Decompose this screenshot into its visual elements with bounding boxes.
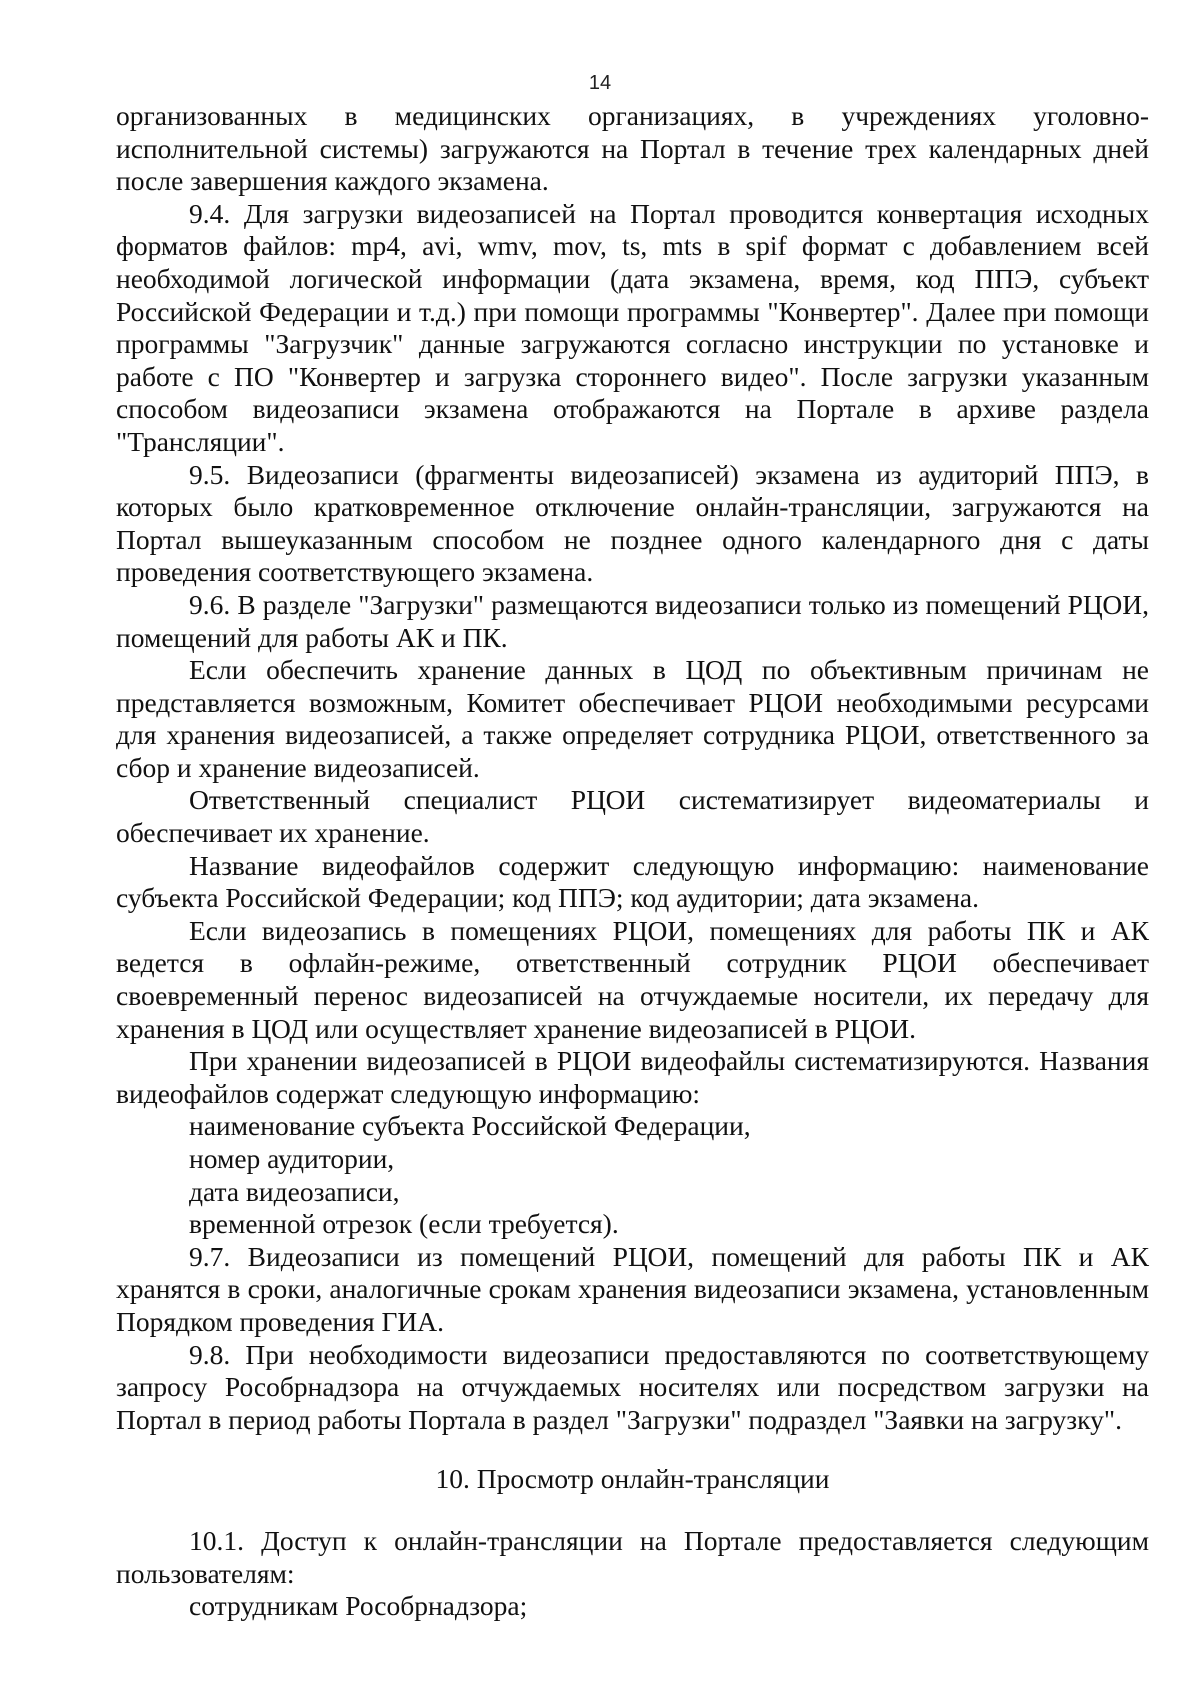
list-item: наименование субъекта Российской Федерации,: [189, 1110, 751, 1142]
paragraph-storage-resources: Если обеспечить хранение данных в ЦОД по объективным причинам не представляется возможным, Комитет обеспечивает РЦОИ необходимыми ресурсами для хранения видеозаписей, а также определяет сотрудника РЦОИ, ответственного за сбор и хранение видеозаписей.: [116, 654, 1149, 783]
paragraph-10-1: 10.1. Доступ к онлайн-трансляции на Портале предоставляется следующим пользователям:: [116, 1524, 1149, 1589]
paragraph-9-5: 9.5. Видеозаписи (фрагменты видеозаписей) экзамена из аудиторий ППЭ, в которых было кратковременное отключение онлайн-трансляции, загружаются на Портал вышеуказанным способом не позднее одного календарного дня с даты проведения соответствующего экзамена.: [116, 458, 1149, 588]
paragraph-file-naming: Название видеофайлов содержит следующую информацию: наименование субъекта Российской Федерации; код ППЭ; код аудитории; дата экзамена.: [116, 849, 1149, 914]
page-number: 14: [588, 72, 612, 94]
list-item: дата видеозаписи,: [189, 1175, 400, 1207]
list-item: временной отрезок (если требуется).: [189, 1208, 619, 1240]
list-item: сотрудникам Рособрнадзора;: [189, 1590, 528, 1622]
paragraph-9-7: 9.7. Видеозаписи из помещений РЦОИ, помещений для работы ПК и АК хранятся в сроки, аналогичные срокам хранения видеозаписи экзамена, установленным Порядком проведения ГИА.: [116, 1240, 1149, 1337]
paragraph-continuation: организованных в медицинских организациях, в учреждениях уголовно-исполнительной системы) загружаются на Портал в течение трех календарных дней после завершения каждого экзамена.: [116, 100, 1149, 197]
paragraph-9-4: 9.4. Для загрузки видеозаписей на Портал проводится конвертация исходных форматов файлов: mp4, avi, wmv, mov, ts, mts в spif формат с добавлением всей необходимой логической информации (дата экзамена, время, код ППЭ, субъект Российской Федерации и т.д.) при помощи программы "Конвертер". Далее при помощи программы "Загрузчик" данные загружаются согласно инструкции по установке и работе с ПО "Конвертер и загрузка стороннего видео". После загрузки указанным способом видеозаписи экзамена отображаются на Портале в архиве раздела "Трансляции".: [116, 197, 1149, 457]
section-heading: 10. Просмотр онлайн-трансляции: [435, 1463, 830, 1495]
document-body: [116, 100, 1149, 1623]
list-item: номер аудитории,: [189, 1143, 395, 1174]
paragraph-9-8: 9.8. При необходимости видеозаписи предоставляются по соответствующему запросу Рособрнадзора на отчуждаемых носителях или посредством загрузки на Портал в период работы Портала в раздел "Загрузки" подраздел "Заявки на загрузку".: [116, 1338, 1149, 1435]
paragraph-offline-recording: Если видеозапись в помещениях РЦОИ, помещениях для работы ПК и АК ведется в офлайн-режиме, ответственный сотрудник РЦОИ обеспечивает своевременный перенос видеозаписей на отчуждаемые носители, их передачу для хранения в ЦОД или осуществляет хранение видеозаписей в РЦОИ.: [116, 914, 1149, 1044]
paragraph-responsible-specialist: Ответственный специалист РЦОИ систематизирует видеоматериалы и обеспечивает их хранение.: [116, 784, 1149, 849]
paragraph-systematization: При хранении видеозаписей в РЦОИ видеофайлы систематизируются. Названия видеофайлов содержат следующую информацию:: [116, 1045, 1149, 1109]
paragraph-9-6: 9.6. В разделе "Загрузки" размещаются видеозаписи только из помещений РЦОИ, помещений для работы АК и ПК.: [116, 588, 1149, 653]
